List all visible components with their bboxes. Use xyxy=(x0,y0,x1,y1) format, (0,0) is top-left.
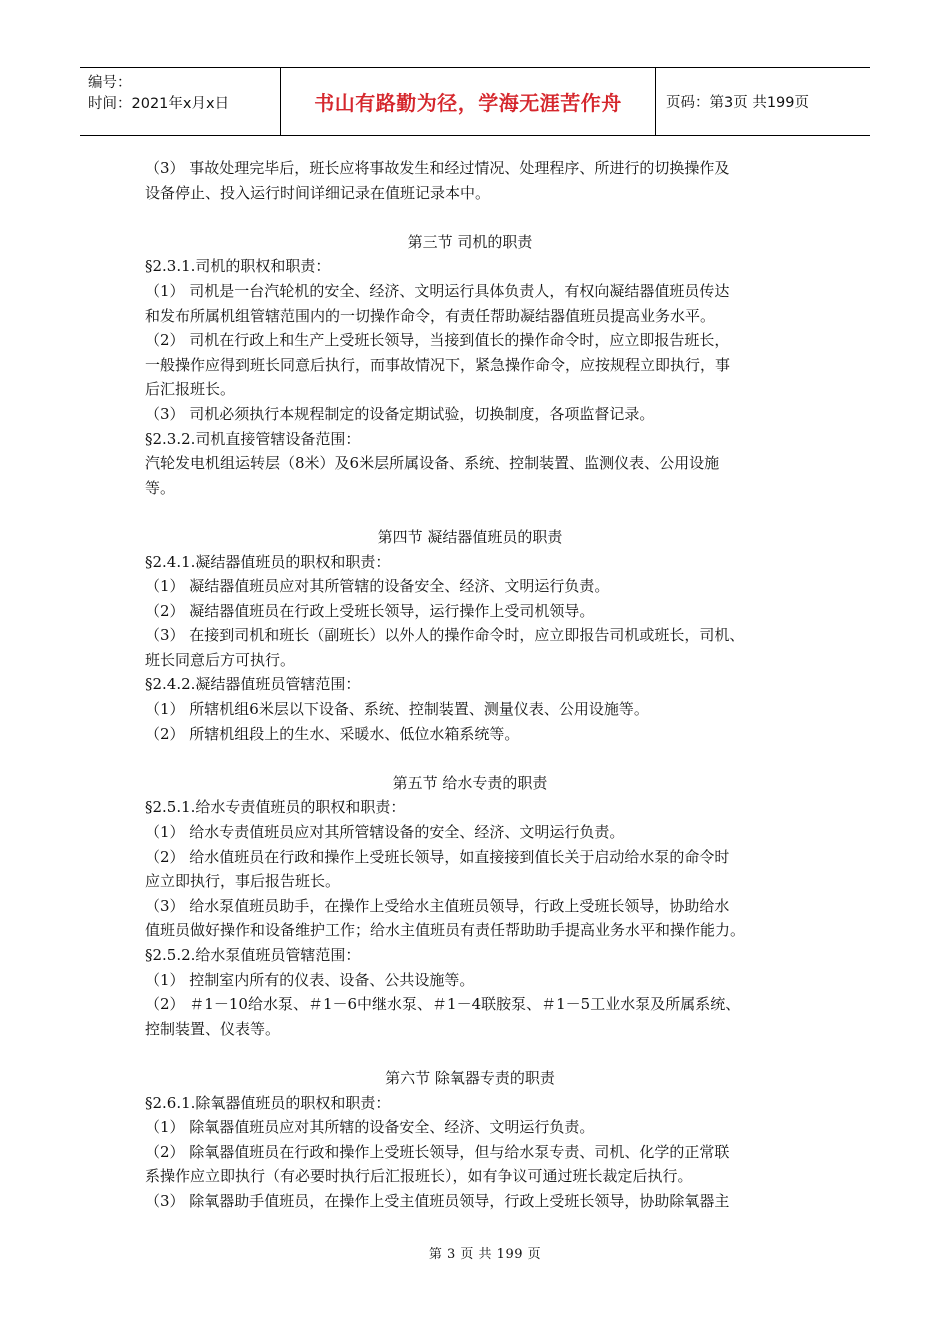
text-line: §2.6.1.除氧器值班员的职权和职责： xyxy=(145,1093,391,1112)
text-line: 控制装置、仪表等。 xyxy=(145,1019,281,1038)
text-line: 应立即执行，事后报告班长。 xyxy=(145,872,341,891)
header-meta xyxy=(80,68,281,135)
section-heading: 第六节 除氧器专责的职责 xyxy=(385,1068,555,1087)
header-page-info: 页码：第3页 共199页 xyxy=(666,95,810,111)
text-line: §2.3.1.司机的职权和职责： xyxy=(145,257,331,276)
text-line: （2） 司机在行政上和生产上受班长领导，当接到值长的操作命令时，应立即报告班长， xyxy=(145,331,730,350)
text-line: （3） 事故处理完毕后，班长应将事故发生和经过情况、处理程序、所进行的切换操作及 xyxy=(145,159,730,177)
text-line: 汽轮发电机组运转层（8米）及6米层所属设备、系统、控制装置、监测仪表、公用设施 xyxy=(145,454,720,473)
paragraph-gap xyxy=(145,205,825,230)
section-heading: 第三节 司机的职责 xyxy=(407,232,533,251)
text-line: （3） 给水泵值班员助手，在操作上受给水主值班员领导，行政上受班长领导，协助给水 xyxy=(145,896,730,915)
document-time: 时间：2021年x月x日 xyxy=(88,96,230,112)
paragraph-gap xyxy=(145,500,825,525)
text-line: （1） 司机是一台汽轮机的安全、经济、文明运行具体负责人，有权向凝结器值班员传达 xyxy=(145,281,730,300)
text-line: （3） 在接到司机和班长（副班长）以外人的操作命令时，应立即报告司机或班长，司机、 xyxy=(145,626,745,645)
text-line: 等。 xyxy=(145,478,176,497)
text-line: （1） 除氧器值班员应对其所辖的设备安全、经济、文明运行负责。 xyxy=(145,1118,595,1137)
section-heading: 第五节 给水专责的职责 xyxy=(392,773,548,792)
document-body xyxy=(145,156,825,1214)
text-line: （2） 所辖机组段上的生水、采暖水、低位水箱系统等。 xyxy=(145,724,520,743)
text-line: （2） ＃1－10给水泵、＃1－6中继水泵、＃1－4联胺泵、＃1－5工业水泵及所属系统、 xyxy=(145,995,741,1014)
text-line: （2） 除氧器值班员在行政和操作上受班长领导，但与给水泵专责、司机、化学的正常联 xyxy=(145,1142,730,1161)
text-line: （1） 给水专责值班员应对其所管辖设备的安全、经济、文明运行负责。 xyxy=(145,823,625,842)
text-line: 一般操作应得到班长同意后执行，而事故情况下，紧急操作命令，应按规程立即执行，事 xyxy=(145,355,731,374)
section-heading: 第四节 凝结器值班员的职责 xyxy=(377,527,563,546)
text-line: §2.4.2.凝结器值班员管辖范围： xyxy=(145,675,361,694)
text-line: （3） 除氧器助手值班员，在操作上受主值班员领导，行政上受班长领导，协助除氧器主 xyxy=(145,1191,730,1210)
document-number-label: 编号： xyxy=(88,75,132,91)
page-footer: 第 3 页 共 199 页 xyxy=(428,1247,542,1262)
text-line: （2） 给水值班员在行政和操作上受班长领导，如直接接到值长关于启动给水泵的命令时 xyxy=(145,847,730,866)
text-line: （1） 凝结器值班员应对其所管辖的设备安全、经济、文明运行负责。 xyxy=(145,577,610,596)
text-line: §2.5.1.给水专责值班员的职权和职责： xyxy=(145,798,406,817)
text-line: §2.4.1.凝结器值班员的职权和职责： xyxy=(145,552,391,571)
text-line: （2） 凝结器值班员在行政上受班长领导，运行操作上受司机领导。 xyxy=(145,601,595,620)
text-line: 班长同意后方可执行。 xyxy=(145,650,296,669)
header-motto: 书山有路勤为径，学海无涯苦作舟 xyxy=(281,68,656,135)
page-header xyxy=(80,67,870,136)
paragraph-gap xyxy=(145,746,825,771)
text-line: 和发布所属机组管辖范围内的一切操作命令，有责任帮助凝结器值班员提高业务水平。 xyxy=(145,306,716,325)
text-line: §2.3.2.司机直接管辖设备范围： xyxy=(145,429,361,448)
text-line: 设备停止、投入运行时间详细记录在值班记录本中。 xyxy=(145,183,491,202)
text-line: （1） 所辖机组6米层以下设备、系统、控制装置、测量仪表、公用设施等。 xyxy=(145,700,649,719)
text-line: （1） 控制室内所有的仪表、设备、公共设施等。 xyxy=(145,970,475,989)
text-line: §2.5.2.给水泵值班员管辖范围： xyxy=(145,946,361,964)
paragraph-gap xyxy=(145,1041,825,1066)
text-line: （3） 司机必须执行本规程制定的设备定期试验，切换制度，各项监督记录。 xyxy=(145,404,655,423)
text-line: 后汇报班长。 xyxy=(145,380,236,399)
text-line: 值班员做好操作和设备维护工作；给水主值班员有责任帮助助手提高业务水平和操作能力。 xyxy=(145,921,746,940)
text-line: 系操作应立即执行（有必要时执行后汇报班长），如有争议可通过班长裁定后执行。 xyxy=(145,1167,693,1186)
